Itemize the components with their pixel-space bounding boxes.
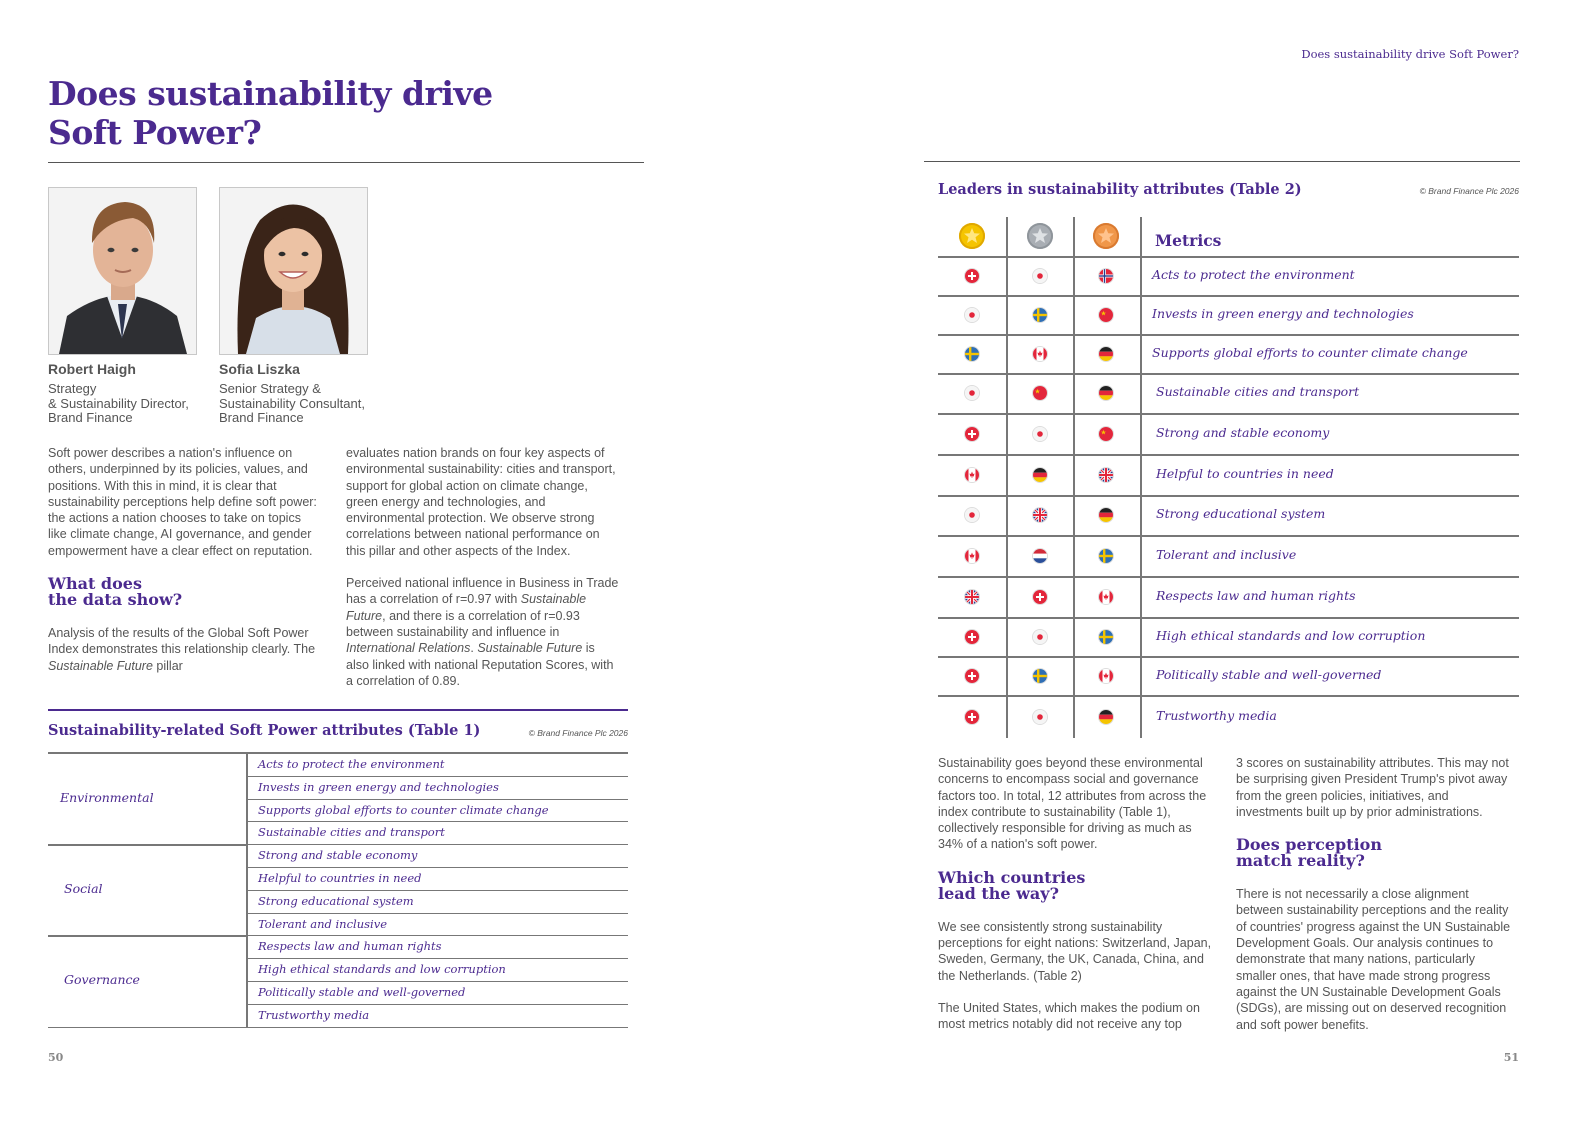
table2-metric: Respects law and human rights bbox=[1156, 587, 1356, 603]
norway-flag-icon bbox=[1099, 269, 1113, 283]
author-photo-sofia bbox=[219, 187, 368, 355]
heading-line: the data show? bbox=[48, 590, 183, 610]
table2-metric: Supports global efforts to counter climate change bbox=[1152, 344, 1468, 360]
body-paragraph: Perceived national influence in Business in Trade has a correlation of r=0.97 with Sustainable Future, and there is a correlation of r=0.93 between sustainability and influence in International Relations. Sustainable Future is also linked with national Reputation Scores, with a correlation of 0.89. bbox=[346, 576, 619, 688]
germany-flag-icon bbox=[1099, 508, 1113, 522]
table1-attribute: Strong educational system bbox=[258, 893, 414, 908]
running-header: Does sustainability drive Soft Power? bbox=[1301, 47, 1519, 61]
bronze-medal-icon bbox=[1093, 223, 1119, 249]
table1-attribute: Respects law and human rights bbox=[258, 939, 442, 954]
body-paragraph: The United States, which makes the podium on most metrics notably did not receive any top bbox=[938, 1000, 1200, 1032]
table1-category: Environmental bbox=[60, 789, 154, 805]
table2-row-rule bbox=[938, 617, 1519, 619]
table2-metric: Politically stable and well-governed bbox=[1156, 666, 1382, 682]
canada-flag-icon bbox=[965, 468, 979, 482]
heading-line: What does bbox=[48, 574, 142, 594]
table2-metric: Strong educational system bbox=[1156, 506, 1326, 521]
table1-attribute: Politically stable and well-governed bbox=[258, 985, 466, 999]
right-body-col2 bbox=[1236, 755, 1516, 1033]
table2-row-rule bbox=[938, 656, 1519, 658]
page-title-line1: Does sustainability drive bbox=[48, 74, 493, 113]
table1-attribute: Tolerant and inclusive bbox=[258, 916, 387, 931]
table1-row bbox=[246, 958, 628, 982]
netherlands-flag-icon bbox=[1033, 549, 1047, 563]
sweden-flag-icon bbox=[1033, 308, 1047, 322]
japan-flag-icon bbox=[1033, 630, 1047, 644]
sweden-flag-icon bbox=[1099, 630, 1113, 644]
table1-row bbox=[246, 913, 628, 937]
switzerland-flag-icon bbox=[1033, 590, 1047, 604]
table2-row-rule bbox=[938, 295, 1519, 297]
table2-metric: Strong and stable economy bbox=[1156, 424, 1330, 440]
left-body-col2 bbox=[346, 445, 621, 689]
germany-flag-icon bbox=[1099, 386, 1113, 400]
uk-flag-icon bbox=[1099, 468, 1113, 482]
author-name: Sofia Liszka bbox=[219, 361, 300, 377]
japan-flag-icon bbox=[1033, 269, 1047, 283]
body-paragraph: Soft power describes a nation's influence on others, underpinned by its policies, values, and positions. With this in mind, it is clear that sustainability perceptions help define soft power: the actions a nation chooses to take on topics like climate change, AI governance, and gender empowerment have a clear effect on reputation. bbox=[48, 446, 317, 558]
table2-row-rule bbox=[938, 334, 1519, 336]
table1-row bbox=[246, 821, 628, 845]
right-body-col1 bbox=[938, 755, 1220, 1033]
canada-flag-icon bbox=[965, 549, 979, 563]
japan-flag-icon bbox=[965, 386, 979, 400]
table1-group-rule bbox=[48, 1027, 246, 1029]
table2-metric: Helpful to countries in need bbox=[1156, 465, 1334, 481]
switzerland-flag-icon bbox=[965, 630, 979, 644]
author-photo-robert bbox=[48, 187, 197, 355]
germany-flag-icon bbox=[1033, 468, 1047, 482]
table1-category: Governance bbox=[64, 972, 140, 987]
table1-row bbox=[246, 890, 628, 914]
table2-metric: Sustainable cities and transport bbox=[1156, 384, 1360, 399]
table1-row bbox=[246, 981, 628, 1005]
heading-line: Does perception bbox=[1236, 835, 1382, 855]
china-flag-icon bbox=[1033, 386, 1047, 400]
table2-copyright: © Brand Finance Plc 2026 bbox=[1419, 186, 1519, 196]
author-name: Robert Haigh bbox=[48, 361, 136, 377]
table2-metric: Acts to protect the environment bbox=[1152, 266, 1355, 282]
table1-row bbox=[246, 867, 628, 891]
table1-row bbox=[246, 935, 628, 959]
table2-header-rule bbox=[938, 256, 1519, 258]
table2-row-rule bbox=[938, 413, 1519, 415]
canada-flag-icon bbox=[1099, 590, 1113, 604]
body-paragraph: We see consistently strong sustainability perceptions for eight nations: Switzerland, Japan, Sweden, Germany, the UK, Canada, China, and the Netherlands. (Table 2) bbox=[938, 919, 1212, 983]
table2-title: Leaders in sustainability attributes (Table 2) bbox=[938, 181, 1302, 198]
table2-metric: Trustworthy media bbox=[1156, 707, 1277, 723]
gold-medal-icon bbox=[959, 223, 985, 249]
author-robert bbox=[48, 361, 213, 426]
table2-metrics-header: Metrics bbox=[1155, 231, 1222, 250]
section-heading-countries bbox=[938, 867, 1220, 903]
table2-row-rule bbox=[938, 495, 1519, 497]
table1-attribute: Trustworthy media bbox=[258, 1007, 370, 1022]
heading-line: lead the way? bbox=[938, 883, 1059, 903]
table1-group-rule bbox=[48, 844, 246, 846]
page-title bbox=[48, 74, 608, 152]
table1-row bbox=[246, 799, 628, 823]
table1-attribute: Supports global efforts to counter climate change bbox=[258, 802, 549, 817]
heading-line: match reality? bbox=[1236, 851, 1365, 871]
table1-row bbox=[246, 776, 628, 800]
table1-title: Sustainability-related Soft Power attributes (Table 1) bbox=[48, 722, 481, 739]
sweden-flag-icon bbox=[1099, 549, 1113, 563]
germany-flag-icon bbox=[1099, 710, 1113, 724]
body-paragraph: evaluates nation brands on four key aspects of environmental sustainability: cities and transport, support for global action on climate change, green energy and technologies, and environmental protection. We observe strong correlations between national performance on this pillar and other aspects of the Index. bbox=[346, 446, 616, 558]
heading-line: Which countries bbox=[938, 867, 1086, 887]
title-divider bbox=[48, 162, 644, 163]
switzerland-flag-icon bbox=[965, 427, 979, 441]
china-flag-icon bbox=[1099, 427, 1113, 441]
right-top-rule bbox=[924, 161, 1520, 162]
table1-attribute: Strong and stable economy bbox=[258, 848, 418, 863]
body-paragraph: 3 scores on sustainability attributes. This may not be surprising given President Trump's pivot away from the green policies, initiatives, and investments built up by prior administrations. bbox=[1236, 756, 1509, 819]
table1-row bbox=[246, 753, 628, 777]
page-title-line2: Soft Power? bbox=[48, 113, 262, 152]
page-number-left: 50 bbox=[48, 1051, 64, 1064]
table2-metric: Invests in green energy and technologies bbox=[1152, 305, 1414, 321]
canada-flag-icon bbox=[1033, 347, 1047, 361]
table1-category: Social bbox=[64, 880, 103, 896]
table1-attribute: Helpful to countries in need bbox=[258, 871, 422, 885]
table1-attribute: Sustainable cities and transport bbox=[258, 825, 445, 840]
author-role-line: Strategy bbox=[48, 381, 97, 396]
japan-flag-icon bbox=[965, 308, 979, 322]
sweden-flag-icon bbox=[1033, 669, 1047, 683]
japan-flag-icon bbox=[965, 508, 979, 522]
uk-flag-icon bbox=[1033, 508, 1047, 522]
body-paragraph: Analysis of the results of the Global Soft Power Index demonstrates this relationship clearly. The Sustainable Future pillar bbox=[48, 626, 316, 673]
left-body-col1 bbox=[48, 445, 323, 674]
table2-row-rule bbox=[938, 454, 1519, 456]
japan-flag-icon bbox=[1033, 710, 1047, 724]
table1-row bbox=[246, 844, 628, 868]
canada-flag-icon bbox=[1099, 669, 1113, 683]
table1-top-rule bbox=[48, 709, 628, 711]
table1-group-rule bbox=[48, 935, 246, 937]
switzerland-flag-icon bbox=[965, 669, 979, 683]
silver-medal-icon bbox=[1027, 223, 1053, 249]
table2-metric: Tolerant and inclusive bbox=[1156, 546, 1297, 562]
switzerland-flag-icon bbox=[965, 710, 979, 724]
uk-flag-icon bbox=[965, 590, 979, 604]
japan-flag-icon bbox=[1033, 427, 1047, 441]
author-role-line: Senior Strategy & bbox=[219, 381, 321, 396]
table2-row-rule bbox=[938, 535, 1519, 537]
section-heading-perception bbox=[1236, 837, 1516, 869]
table1-attribute: Invests in green energy and technologies bbox=[258, 779, 499, 794]
china-flag-icon bbox=[1099, 308, 1113, 322]
body-paragraph: There is not necessarily a close alignment between sustainability perceptions and the reality of countries' progress against the UN Sustainable Development Goals. Our analysis continues to demonstrate that many nations, particularly smaller ones, that have made strong progress against the UN Sustainable Development Goals (SDGs), are missing out on deserved recognition and soft power benefits. bbox=[1236, 887, 1511, 1032]
author-role-line: Brand Finance bbox=[48, 410, 133, 425]
author-sofia bbox=[219, 361, 399, 426]
table2-row-rule bbox=[938, 373, 1519, 375]
author-role-line: Brand Finance bbox=[219, 410, 304, 425]
table1-attribute: High ethical standards and low corruption bbox=[258, 962, 506, 977]
author-role-line: Sustainability Consultant, bbox=[219, 395, 365, 411]
switzerland-flag-icon bbox=[965, 269, 979, 283]
germany-flag-icon bbox=[1099, 347, 1113, 361]
section-heading-data bbox=[48, 576, 323, 608]
table1-row bbox=[246, 1004, 628, 1028]
author-role-line: & Sustainability Director, bbox=[48, 395, 189, 411]
sweden-flag-icon bbox=[965, 347, 979, 361]
table1-attribute: Acts to protect the environment bbox=[258, 757, 445, 771]
table2-row-rule bbox=[938, 576, 1519, 578]
table2-metric: High ethical standards and low corruption bbox=[1156, 627, 1426, 643]
table2-row-rule bbox=[938, 695, 1519, 697]
page-number-right: 51 bbox=[1503, 1051, 1519, 1064]
body-paragraph: Sustainability goes beyond these environmental concerns to encompass social and governance factors too. In total, 12 attributes from across the index contribute to sustainability (Table 1), collectively responsible for driving as much as 34% of a nation's soft power. bbox=[938, 756, 1207, 852]
table1-copyright: © Brand Finance Plc 2026 bbox=[528, 728, 628, 738]
